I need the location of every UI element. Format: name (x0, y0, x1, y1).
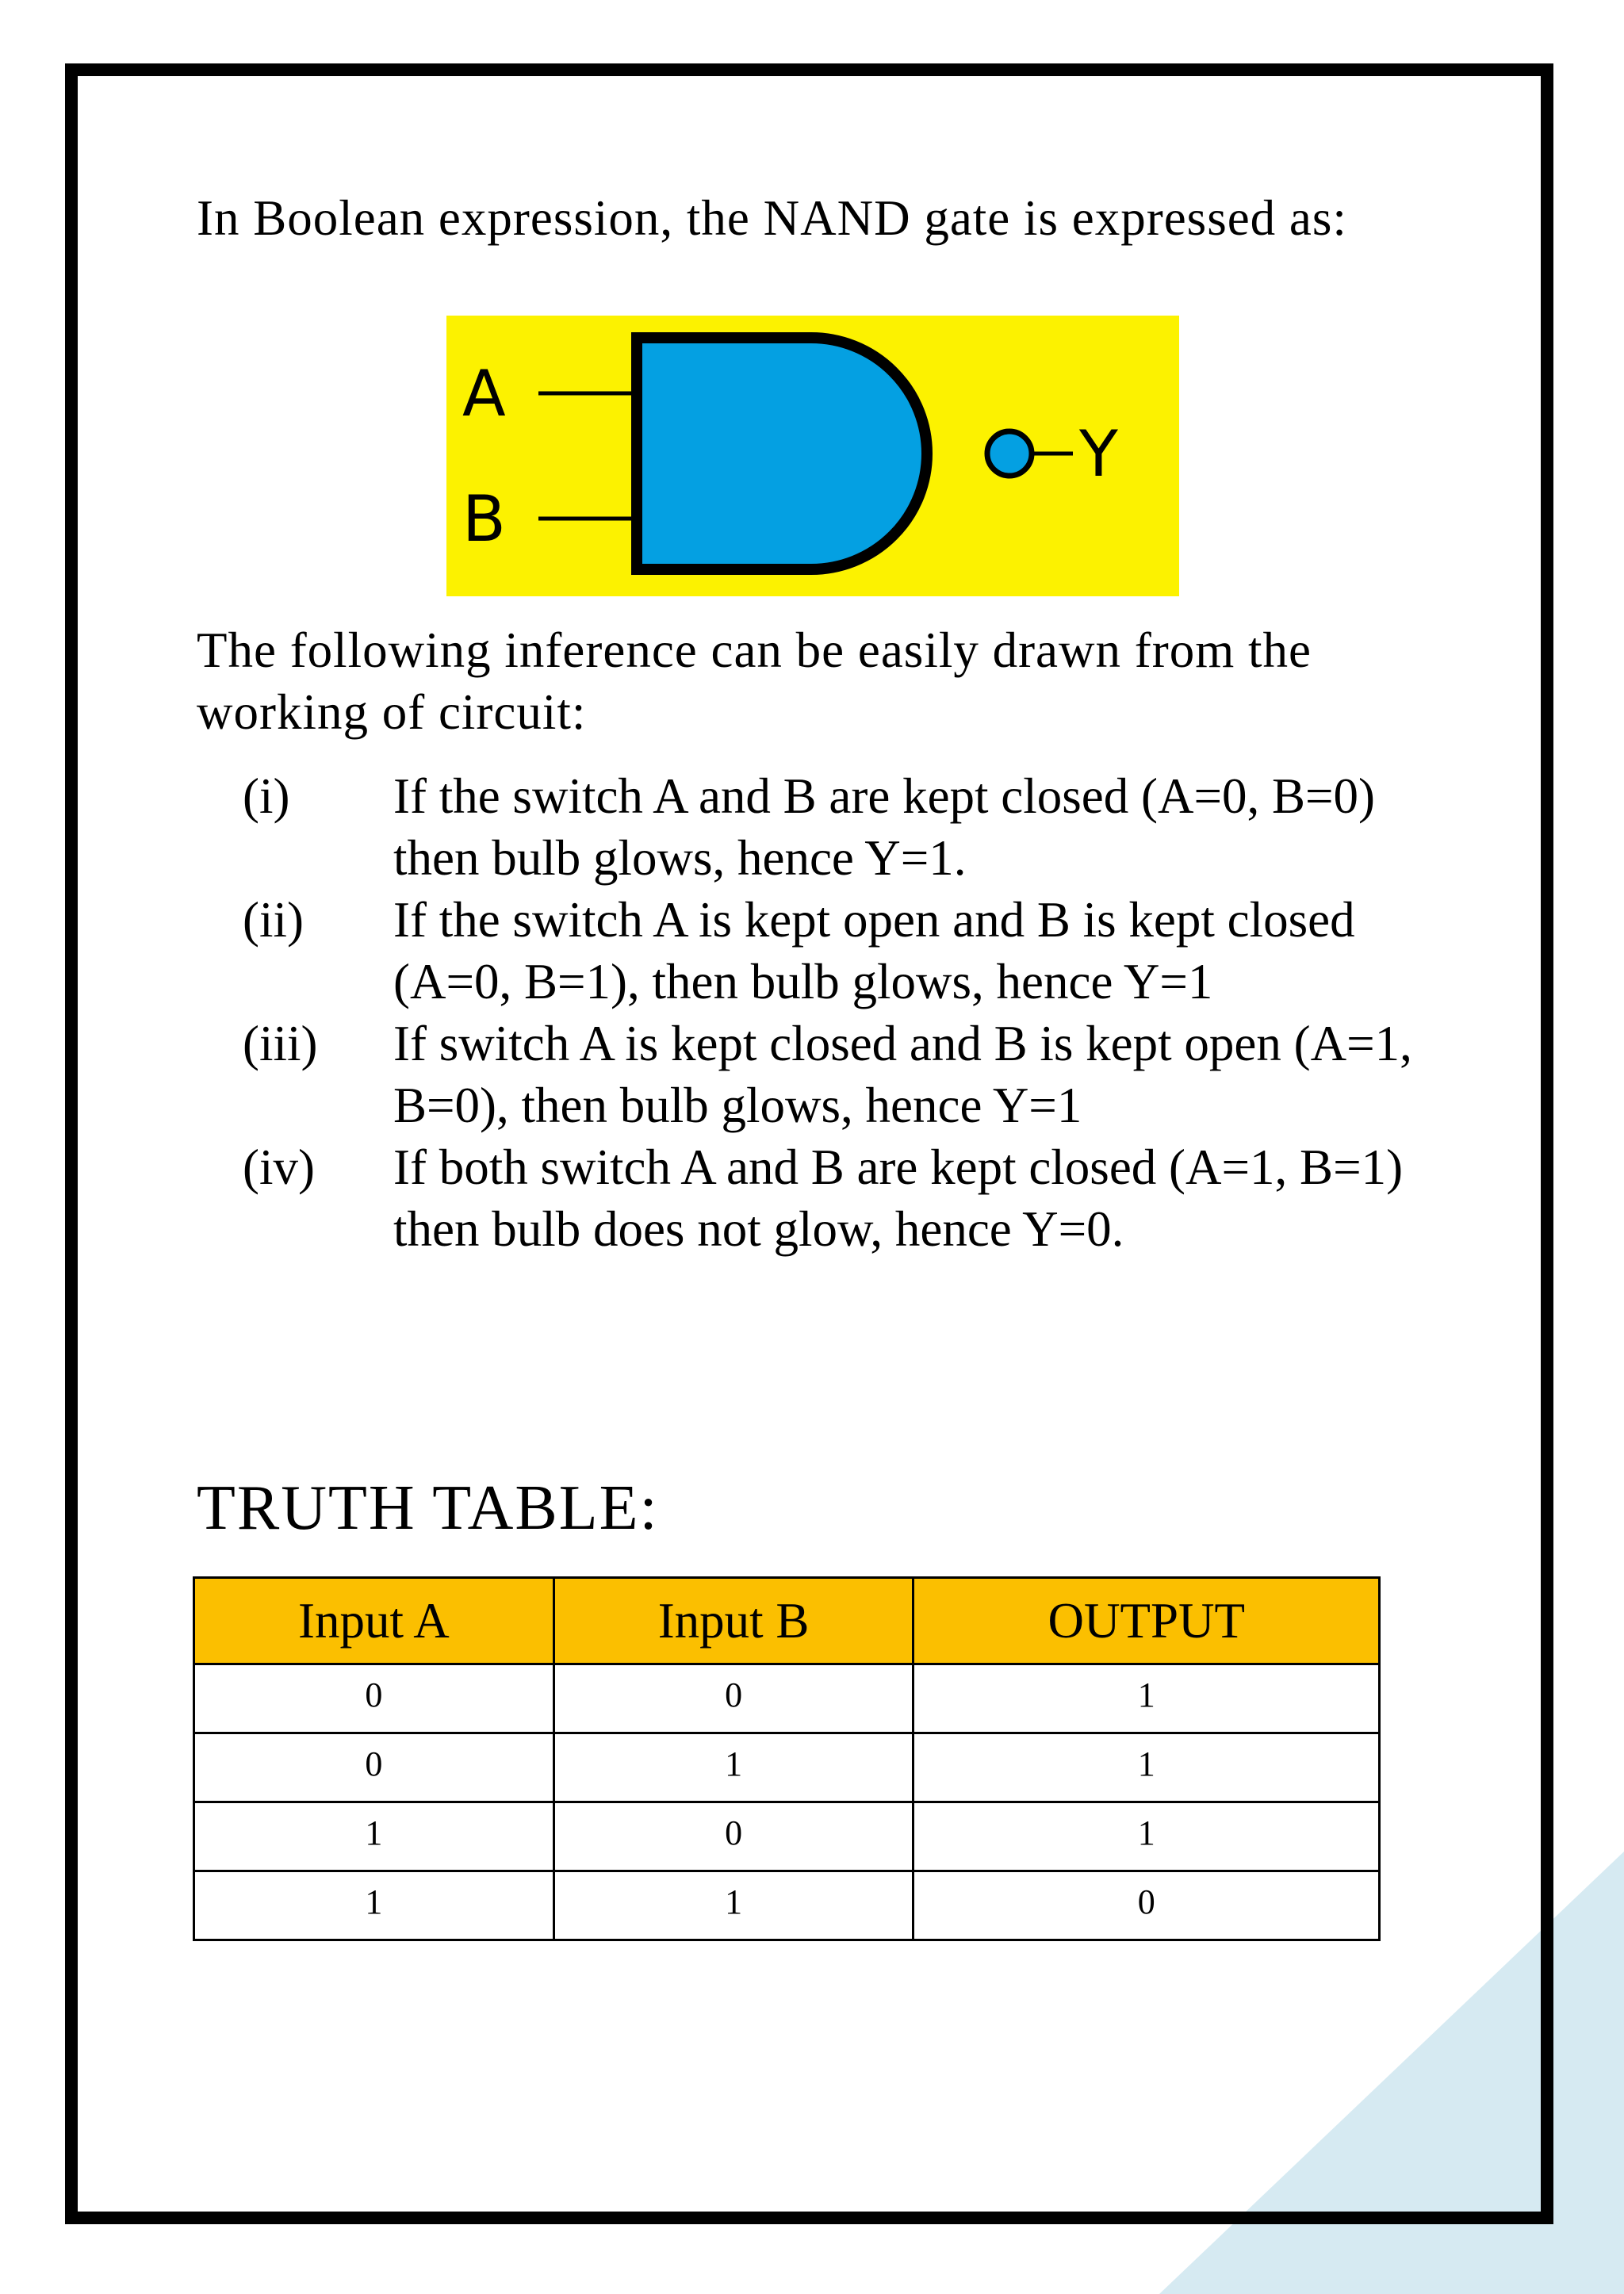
table-cell: 0 (914, 1871, 1380, 1940)
list-item (197, 1136, 1434, 1260)
list-item (197, 1013, 1434, 1136)
table-cell: 0 (553, 1802, 914, 1871)
list-item-number: (iv) (243, 1139, 315, 1195)
truth-table (193, 1576, 1381, 1941)
table-cell: 0 (553, 1664, 914, 1733)
column-header-input-b: Input B (553, 1578, 914, 1664)
list-item-text: If switch A is kept closed and B is kept open (A=1, B=0), then bulb glows, hence Y=1 (393, 1016, 1412, 1133)
table-cell: 0 (194, 1664, 554, 1733)
table-row (194, 1871, 1380, 1940)
list-item-text: If both switch A and B are kept closed (A=1, B=1) then bulb does not glow, hence Y=0. (393, 1139, 1404, 1257)
nand-gate-diagram (446, 316, 1179, 596)
list-item-number: (i) (243, 768, 290, 824)
table-cell: 1 (194, 1871, 554, 1940)
table-header-row (194, 1578, 1380, 1664)
table-cell: 1 (553, 1733, 914, 1802)
input-a-label: A (462, 357, 506, 431)
intro-paragraph: In Boolean expression, the NAND gate is expressed as: (197, 190, 1347, 246)
output-label: Y (1079, 417, 1118, 491)
table-row (194, 1664, 1380, 1733)
list-item-number: (iii) (243, 1016, 318, 1071)
list-item (197, 765, 1434, 889)
truth-table-heading: TRUTH TABLE: (197, 1473, 659, 1543)
table-cell: 1 (914, 1802, 1380, 1871)
table-cell: 1 (194, 1802, 554, 1871)
nand-gate-body (637, 338, 927, 569)
table-cell: 1 (553, 1871, 914, 1940)
list-item-text: If the switch A is kept open and B is kept closed (A=0, B=1), then bulb glows, hence Y=1 (393, 892, 1355, 1009)
table-cell: 0 (194, 1733, 554, 1802)
table-row (194, 1733, 1380, 1802)
table-cell: 1 (914, 1733, 1380, 1802)
inference-list (197, 765, 1434, 1260)
table-row (194, 1802, 1380, 1871)
inference-paragraph: The following inference can be easily drawn from the working of circuit: (197, 622, 1312, 740)
column-header-input-a: Input A (194, 1578, 554, 1664)
list-item-number: (ii) (243, 892, 304, 948)
list-item-text: If the switch A and B are kept closed (A=0, B=0) then bulb glows, hence Y=1. (393, 768, 1376, 886)
table-cell: 1 (914, 1664, 1380, 1733)
inversion-bubble (987, 431, 1032, 476)
list-item (197, 889, 1434, 1013)
input-b-label: B (462, 482, 506, 556)
column-header-output: OUTPUT (914, 1578, 1380, 1664)
